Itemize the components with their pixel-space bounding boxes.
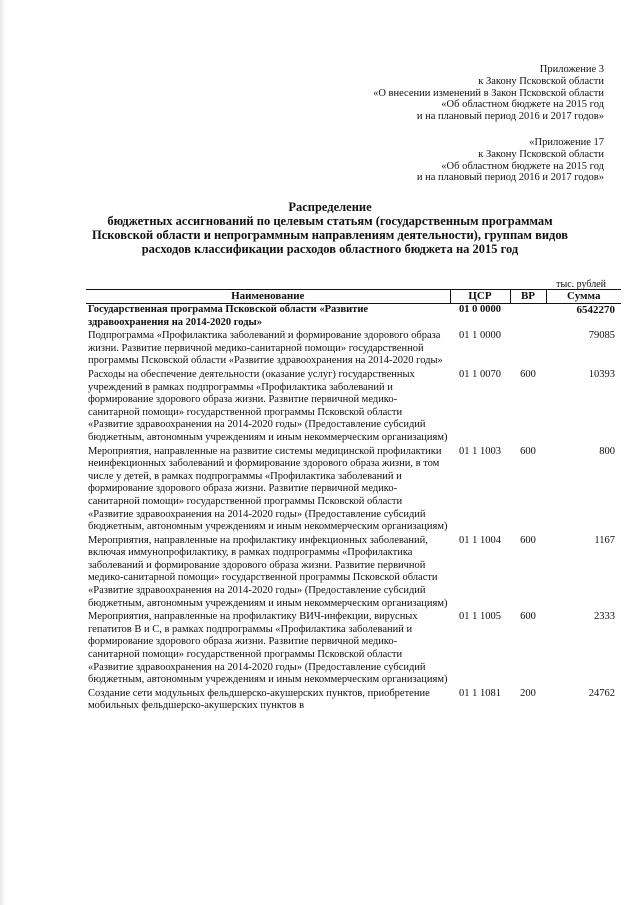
- appendix-block: [274, 64, 604, 184]
- document-title: [80, 200, 580, 256]
- row-sum: 24762: [588, 687, 615, 699]
- row-name: Мероприятия, направленные на развитие системы медицинской профилактики неинфекционных заболеваний и формирование здорового образа жизни, в том числе у детей, в рамках подпрограммы «Профилактика заболеваний и формирование здорового образа жизни. Развитие первичной медико-санитарной помощи» государственной программы Псковской области «Развитие здравоохранения на 2014-2020 годы» (Предоставление субсидий бюджетным, автономным учреждениям и иным некоммерческим организациям): [88, 445, 448, 533]
- scan-edge: [0, 0, 6, 905]
- budget-table: [86, 289, 621, 714]
- table-row: [86, 688, 621, 714]
- row-sum: 79085: [588, 330, 615, 342]
- row-csr: 01 1 1005: [459, 611, 501, 623]
- title-line: Распределение: [288, 200, 372, 214]
- table-header-row: [86, 290, 621, 304]
- header-name: Наименование: [86, 290, 450, 304]
- title-line: Псковской области и непрограммным направлениям деятельности), группам видов: [91, 228, 569, 242]
- row-vr: [510, 304, 546, 331]
- appendix-line: Приложение 3: [539, 64, 604, 75]
- table-row: [86, 369, 621, 446]
- row-name: Мероприятия, направленные на профилактику инфекционных заболеваний, включая иммунопрофилактику, в рамках подпрограммы «Профилактика заболеваний и формирование здорового образа жизни. Развитие первичной медико-санитарной помощи» государственной программы Псковской области «Развитие здравоохранения на 2014-2020 годы» (Предоставление субсидий бюджетным, автономным учреждениям и иным некоммерческим организациям): [88, 534, 448, 609]
- row-vr: 600: [520, 611, 536, 623]
- row-csr: 01 1 1004: [459, 534, 501, 546]
- row-name: Создание сети модульных фельдшерско-акушерских пунктов, приобретение мобильных фельдшерско-акушерских пунктов в: [88, 687, 430, 712]
- row-csr: 01 1 1003: [459, 445, 501, 457]
- appendix-line: и на плановый период 2016 и 2017 годов»: [416, 172, 604, 184]
- appendix-line: к Закону Псковской области: [478, 75, 604, 87]
- appendix-line: «Об областном бюджете на 2015 год: [441, 160, 604, 172]
- table-row: [86, 330, 621, 369]
- title-line: расходов классификации расходов областного бюджета на 2015 год: [141, 242, 519, 256]
- title-line: бюджетных ассигнований по целевым статьям (государственным программам: [107, 214, 553, 228]
- row-sum: 800: [599, 445, 615, 457]
- row-csr: 01 1 0000: [459, 330, 501, 342]
- row-sum: 6542270: [576, 304, 615, 316]
- header-vr: ВР: [510, 290, 546, 304]
- row-name: Государственная программа Псковской области «Развитие здравоохранения на 2014-2020 годы»: [88, 304, 369, 328]
- appendix-line: «Об областном бюджете на 2015 год: [441, 99, 604, 111]
- row-name: Мероприятия, направленные на профилактику ВИЧ-инфекции, вирусных гепатитов В и С, в рамках подпрограммы «Профилактика заболеваний и формирование здорового образа жизни. Развитие первичной медико-санитарной помощи» государственной программы Псковской области «Развитие здравоохранения на 2014-2020 годы» (Предоставление субсидий бюджетным, автономным учреждениям и иным некоммерческим организациям): [88, 611, 448, 686]
- row-name: Расходы на обеспечение деятельности (оказание услуг) государственных учреждений в рамках подпрограммы «Профилактика заболеваний и формирование здорового образа жизни. Развитие первичной медико-санитарной помощи» государственной программы Псковской области «Развитие здравоохранения на 2014-2020 годы» (Предоставление субсидий бюджетным, автономным учреждениям и иным некоммерческим организациям): [88, 368, 448, 443]
- row-csr: 01 1 1081: [459, 687, 501, 699]
- table-row: [86, 304, 621, 331]
- appendix-line: «Приложение 17: [529, 136, 604, 148]
- header-csr: ЦСР: [450, 290, 510, 304]
- row-name: Подпрограмма «Профилактика заболеваний и формирование здорового образа жизни. Развитие первичной медико-санитарной помощи» государственной программы Псковской области «Развитие здравоохранения на 2014-2020 годы»: [88, 330, 443, 367]
- row-csr: 01 1 0070: [459, 368, 501, 380]
- appendix-line: «О внесении изменений в Закон Псковской области: [373, 87, 604, 99]
- appendix-line: к Закону Псковской области: [478, 148, 604, 160]
- row-sum: 2333: [594, 611, 615, 623]
- row-vr: 600: [520, 445, 536, 457]
- row-csr: 01 0 0000: [459, 304, 501, 315]
- table-row: [86, 446, 621, 535]
- row-vr: [510, 330, 546, 369]
- header-sum: Сумма: [546, 290, 621, 304]
- table-row: [86, 611, 621, 688]
- row-sum: 10393: [588, 368, 615, 380]
- table-row: [86, 535, 621, 612]
- units-label: тыс. рублей: [556, 279, 606, 290]
- row-vr: 600: [520, 368, 536, 380]
- row-vr: 600: [520, 534, 536, 546]
- row-sum: 1167: [594, 534, 615, 546]
- appendix-line: и на плановый период 2016 и 2017 годов»: [416, 111, 604, 123]
- row-vr: 200: [520, 687, 536, 699]
